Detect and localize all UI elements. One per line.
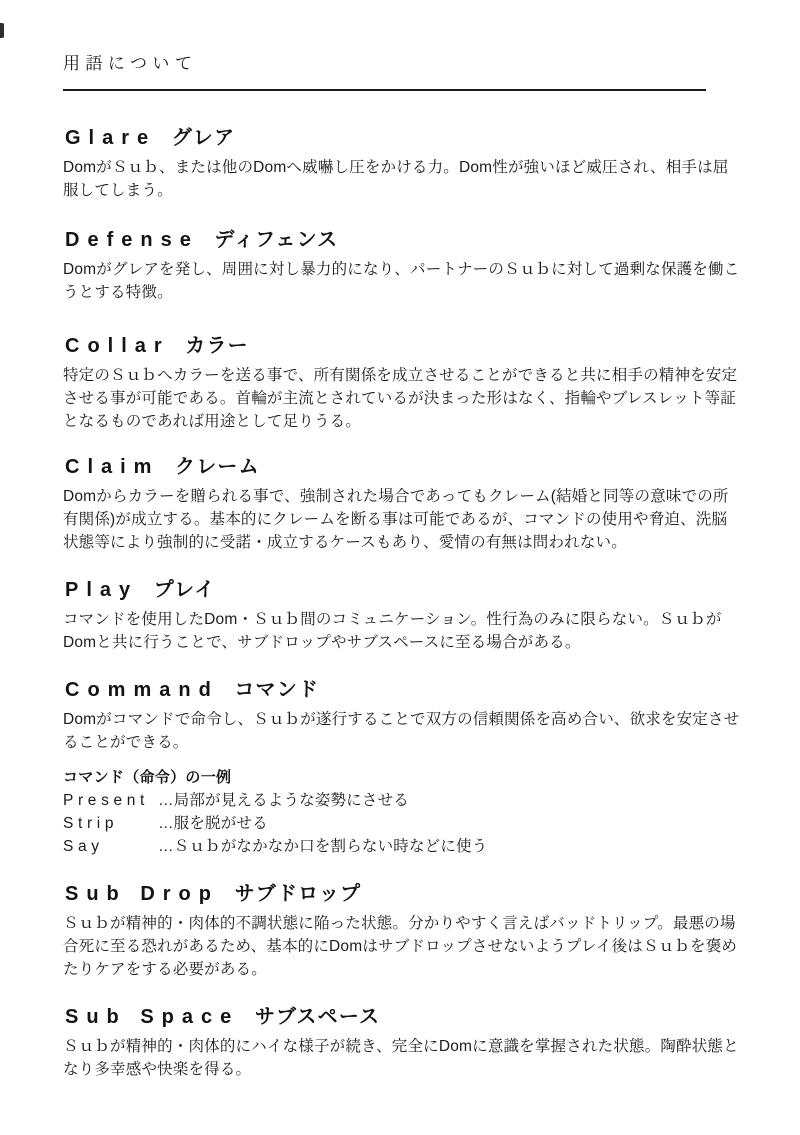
term-name-en: Collar	[65, 335, 170, 357]
term-section-sub-space	[63, 1005, 745, 1081]
command-example-item	[63, 789, 745, 812]
term-definition: Ｓｕｂが精神的・肉体的にハイな様子が続き、完全にDomに意識を掌握された状態。陶酔状態となり多幸感や快楽を得る。	[63, 1038, 739, 1078]
term-name-en: Defense	[65, 229, 199, 251]
command-name: Strip	[63, 815, 119, 832]
term-section-sub-drop	[63, 882, 745, 981]
term-definition: コマンドを使用したDom・Ｓｕｂ間のコミュニケーション。性行為のみに限らない。ＳｕｂがDomと共に行うことで、サブドロップやサブスペースに至る場合がある。	[63, 611, 722, 651]
term-section-play	[63, 578, 745, 654]
command-examples	[63, 766, 745, 858]
term-name-ja: プレイ	[153, 579, 216, 601]
term-name-ja: サブドロップ	[234, 883, 362, 905]
command-example-item	[63, 835, 745, 858]
term-heading	[65, 334, 745, 358]
term-name-ja: サブスペース	[254, 1006, 381, 1028]
term-heading	[65, 678, 745, 702]
term-name-ja: ディフェンス	[214, 229, 339, 251]
term-name-ja: グレア	[171, 127, 236, 149]
term-heading	[65, 882, 745, 906]
term-name-en: Sub Space	[65, 1006, 240, 1028]
term-heading	[65, 455, 745, 479]
term-name-ja: コマンド	[234, 679, 320, 701]
command-example-item	[63, 812, 745, 835]
term-section-collar	[63, 334, 745, 433]
command-name: Say	[63, 838, 104, 855]
term-name-en: Play	[65, 579, 139, 601]
term-heading	[65, 126, 745, 150]
term-name-ja: クレーム	[175, 456, 260, 478]
term-name-en: Claim	[65, 456, 160, 478]
term-definition: Domがグレアを発し、周囲に対し暴力的になり、パートナーのＳｕｂに対して過剰な保護を働こうとする特徴。	[63, 261, 740, 301]
scan-artifact	[0, 23, 4, 38]
term-section-glare	[63, 126, 745, 202]
term-section-command	[63, 678, 745, 858]
term-heading	[65, 228, 745, 252]
term-heading	[65, 1005, 745, 1029]
command-name: Present	[63, 792, 149, 809]
term-definition: Domがコマンドで命令し、Ｓｕｂが遂行することで双方の信頼関係を高め合い、欲求を安定させることができる。	[63, 711, 740, 751]
command-description: …局部が見えるような姿勢にさせる	[158, 792, 409, 809]
page-header	[63, 52, 745, 91]
title-divider	[63, 89, 706, 91]
term-name-ja: カラー	[185, 335, 249, 357]
term-definition: Ｓｕｂが精神的・肉体的不調状態に陥った状態。分かりやすく言えばバッドトリップ。最悪の場合死に至る恐れがあるため、基本的にDomはサブドロップさせないようプレイ後はＳｕｂを褒めたりケアをする必要がある。	[63, 915, 738, 978]
term-name-en: Command	[65, 679, 219, 701]
term-section-defense	[63, 228, 745, 304]
term-section-claim	[63, 455, 745, 554]
term-name-en: Sub Drop	[65, 883, 219, 905]
term-definition: DomがＳｕｂ、または他のDomへ威嚇し圧をかける力。Dom性が強いほど威圧され、相手は屈服してしまう。	[63, 159, 729, 199]
command-examples-label: コマンド（命令）の一例	[63, 769, 232, 786]
command-description: …服を脱がせる	[158, 815, 268, 832]
term-name-en: Glare	[65, 127, 157, 149]
command-description: …Ｓｕｂがなかなか口を割らない時などに使う	[158, 838, 488, 855]
term-definition: 特定のＳｕｂへカラーを送る事で、所有関係を成立させることができると共に相手の精神を安定させる事が可能である。首輪が主流とされているが決まった形はなく、指輪やブレスレット等証となるものであれば用途として足りうる。	[63, 367, 738, 430]
page-title: 用語について	[63, 54, 198, 73]
term-definition: Domからカラーを贈られる事で、強制された場合であってもクレーム(結婚と同等の意味での所有関係)が成立する。基本的にクレームを断る事は可能であるが、コマンドの使用や脅迫、洗脳状態等により強制的に受諾・成立するケースもあり、愛情の有無は問われない。	[63, 488, 729, 551]
term-heading	[65, 578, 745, 602]
